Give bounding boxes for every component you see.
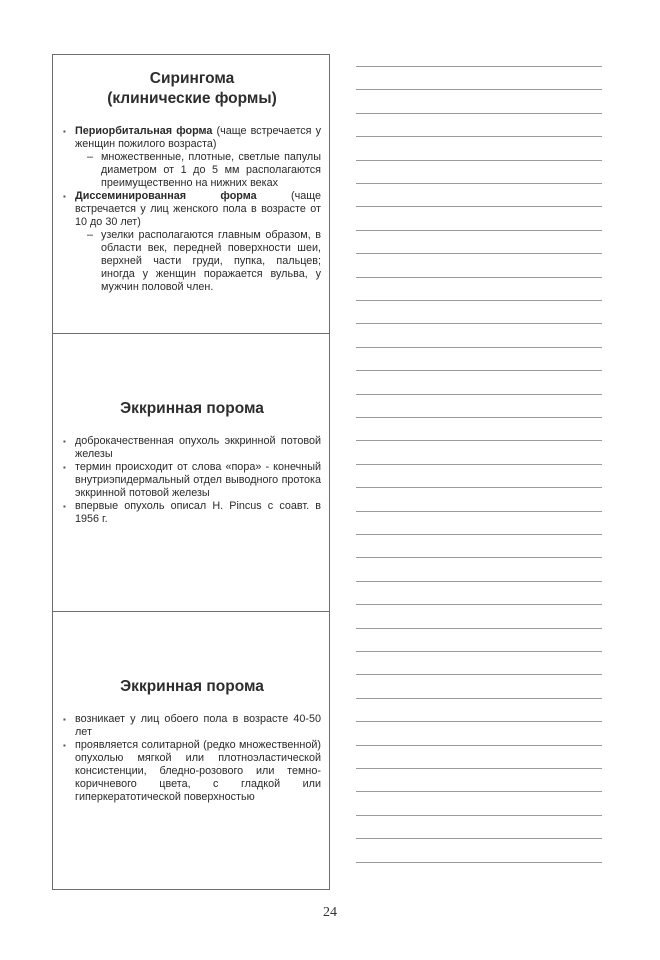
list-item: ▪ Диссеминированная форма (чаще встречается у лиц женского пола в возрасте от 10 до 30 лет) – узелки располагаются главным образом, в области век, передней поверхности шеи, верхней части груди, пупка, пальцев; иногда у женщин поражается вульва, у мужчин половой член.: [63, 190, 321, 294]
list-item: ▪ термин происходит от слова «пора» - конечный внутриэпидермальный отдел выводного протока эккринной потовой железы: [63, 461, 321, 500]
page-number: 24: [323, 905, 337, 920]
note-line: [356, 160, 602, 161]
note-line: [356, 66, 602, 67]
list-item: ▪ Периорбитальная форма (чаще встречается у женщин пожилого возраста) – множественные, плотные, светлые папулы диаметром от 1 до 5 мм располагаются преимущественно на нижних веках: [63, 125, 321, 190]
card-eccrine-poroma-2: [52, 611, 330, 890]
list-item: ▪ доброкачественная опухоль эккринной потовой железы: [63, 435, 321, 461]
note-line: [356, 370, 602, 371]
note-line: [356, 113, 602, 114]
note-line: [356, 791, 602, 792]
note-line: [356, 464, 602, 465]
note-line: [356, 745, 602, 746]
note-line: [356, 323, 602, 324]
list-item: ▪ проявляется солитарной (редко множественной) опухолью мягкой или плотноэластической консистенции, бледно-розового или темно-коричневого цвета, с гладкой или гиперкератотической поверхностью: [63, 739, 321, 804]
card-title: Сирингома (клинические формы): [107, 70, 277, 107]
note-line: [356, 721, 602, 722]
note-line: [356, 136, 602, 137]
note-line: [356, 347, 602, 348]
card-title: Эккринная порома: [120, 678, 264, 695]
sub-list-item: – узелки располагаются главным образом, в области век, передней поверхности шеи, верхней части груди, пупка, пальцев; иногда у женщин поражается вульва, у мужчин половой член.: [87, 229, 321, 294]
bullet-list: [63, 713, 321, 804]
note-line: [356, 768, 602, 769]
note-line: [356, 815, 602, 816]
note-line: [356, 277, 602, 278]
list-item: ▪ возникает у лиц обоего пола в возрасте 40-50 лет: [63, 713, 321, 739]
note-line: [356, 581, 602, 582]
sub-list-item: – множественные, плотные, светлые папулы диаметром от 1 до 5 мм располагаются преимущественно на нижних веках: [87, 151, 321, 190]
bullet-list: [63, 125, 321, 294]
bullet-list: [63, 435, 321, 526]
note-line: [356, 604, 602, 605]
note-line: [356, 230, 602, 231]
note-line: [356, 253, 602, 254]
note-line: [356, 534, 602, 535]
note-line: [356, 300, 602, 301]
card-eccrine-poroma-1: [52, 333, 330, 611]
note-line: [356, 394, 602, 395]
note-line: [356, 206, 602, 207]
note-line: [356, 628, 602, 629]
note-line: [356, 838, 602, 839]
note-line: [356, 487, 602, 488]
note-line: [356, 698, 602, 699]
note-line: [356, 183, 602, 184]
note-line: [356, 417, 602, 418]
note-line: [356, 651, 602, 652]
note-line: [356, 511, 602, 512]
note-line: [356, 89, 602, 90]
card-title: Эккринная порома: [120, 400, 264, 417]
sub-list: [75, 229, 321, 294]
note-line: [356, 557, 602, 558]
sub-list: [75, 151, 321, 190]
card-syringoma: [52, 54, 330, 333]
note-line: [356, 674, 602, 675]
note-line: [356, 440, 602, 441]
list-item: ▪ впервые опухоль описал H. Pincus с соавт. в 1956 г.: [63, 500, 321, 526]
note-line: [356, 862, 602, 863]
